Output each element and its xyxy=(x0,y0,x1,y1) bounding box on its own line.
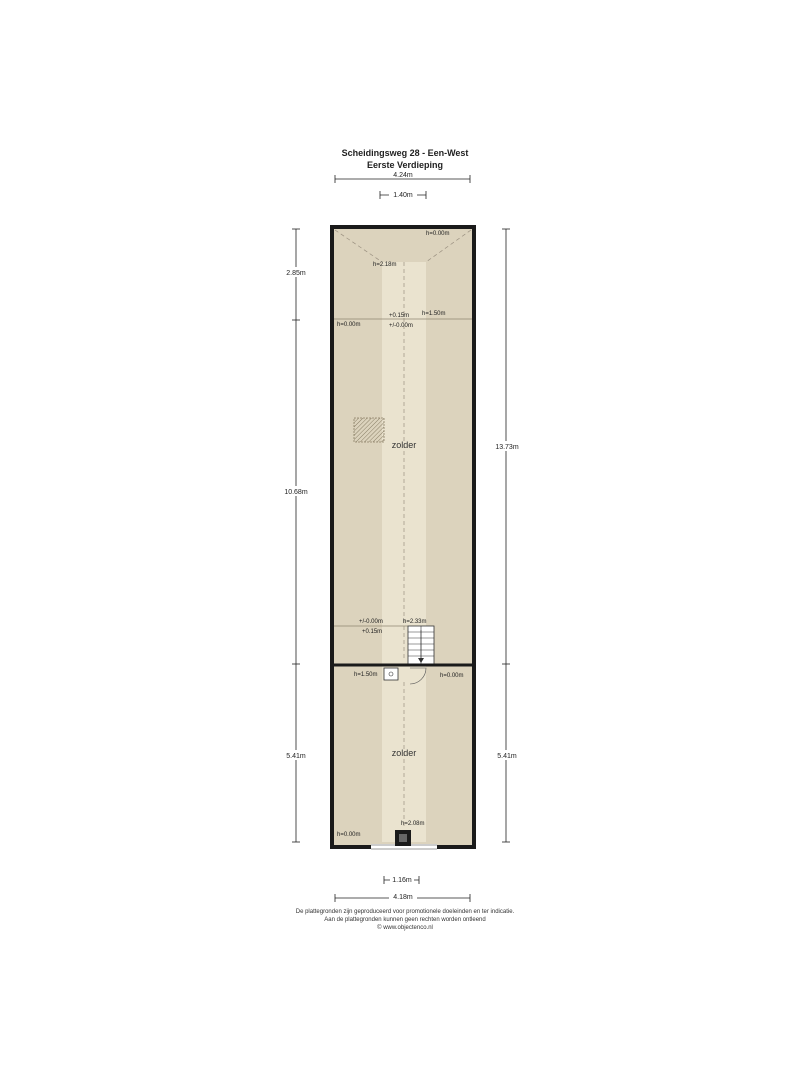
washbasin-icon xyxy=(384,668,398,680)
level-pm-000-upper: +/-0.00m xyxy=(389,323,413,329)
plan-title: Scheidingsweg 28 - Een-West xyxy=(341,148,469,158)
h-233-stair: h=2.33m xyxy=(403,619,427,625)
left-dimensions xyxy=(280,229,312,842)
level-plus-015-upper: +0.15m xyxy=(389,313,410,319)
floor-name: Eerste Verdieping xyxy=(366,160,444,170)
right-dimensions xyxy=(490,229,524,842)
dim-left-lower: 5.41m xyxy=(286,753,306,760)
dim-left-upper: 2.85m xyxy=(286,270,306,277)
dim-right-lower: 5.41m xyxy=(497,753,517,760)
h-000-right-lower: h=0.00m xyxy=(440,673,464,679)
skylight-icon xyxy=(354,418,384,442)
h-150-upper: h=1.50m xyxy=(422,311,446,317)
dim-top-outer: 4.24m xyxy=(393,172,413,179)
level-plus-015-stair: +0.15m xyxy=(362,629,383,635)
copyright-link[interactable]: © www.objectenco.nl xyxy=(377,925,433,931)
h-000-left-upper: h=0.00m xyxy=(337,322,361,328)
room-label-upper: zolder xyxy=(391,440,417,450)
level-pm-000-stair: +/-0.00m xyxy=(359,619,383,625)
h-000-bottom-left: h=0.00m xyxy=(337,832,361,838)
staircase-icon xyxy=(408,626,434,664)
h-top-right: h=0.00m xyxy=(426,231,450,237)
h-208-bottom: h=2.08m xyxy=(401,821,425,827)
room-label-lower: zolder xyxy=(391,748,417,758)
dim-top-inner: 1.40m xyxy=(393,192,413,199)
dim-bottom-inner: 1.16m xyxy=(392,877,412,884)
disclaimer-line-1: De plattegronden zijn geproduceerd voor promotionele doeleinden en ter indicatie. xyxy=(295,909,515,915)
h-150-lower: h=1.50m xyxy=(354,672,378,678)
disclaimer-line-2: Aan de plattegronden kunnen geen rechten worden ontleend xyxy=(324,917,486,923)
dim-right-total: 13.73m xyxy=(495,444,519,451)
h-ridge-top: h=2.18m xyxy=(373,262,397,268)
bottom-dimensions xyxy=(335,875,470,902)
dim-bottom-outer: 4.18m xyxy=(393,894,413,901)
top-dimensions xyxy=(335,172,470,199)
dim-left-middle: 10.68m xyxy=(284,489,308,496)
